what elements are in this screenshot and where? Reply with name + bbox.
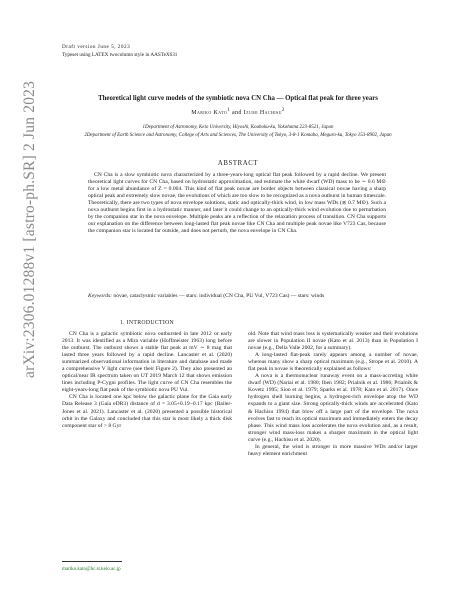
paragraph: A nova is a thermonuclear runaway event on a mass-accreting white dwarf (WD) (Nariai et al. 1980; Iben 1982; Prialnik et al. 1986; Prialnik & Kovetz 1995; Sion et al. 1979; Sparks et al. 1978; Kato et al. 2017). Once hydrogen shell burning begins, a hydrogen-rich envelope atop the WD expands to a giant size. Strong optically-thick winds are accelerated (Kato & Hachisu 1994) that blow off a large part of the envelope. The nova evolves fast to reach its optical maximum and immediately enters the decay phase. This wind mass loss accelerates the nova evolution and, as a result, stronger wind mass-loss makes a sharper maximum in the optical light curve (e.g., Hachisu et al. 2020).	[248, 373, 418, 443]
abstract-text: CN Cha is a slow symbiotic nova characterized by a three-years-long optical flat peak followed by a rapid decline. We present theoretical light curves for CN Cha, based on hydrostatic approximation, and estimate the white dwarf (WD) mass to be ∼ 0.6 M⊙ for a low metal abundance of Z = 0.004. This kind of flat peak novae are border objects between classical novae having a sharp optical peak and extremely slow novae, the evolutions of which are too slow to be recognized as a nova outburst in human timescale. Theoretically, there are two types of nova envelope solutions, static and optically-thick wind, in low mass WDs (≲ 0.7 M⊙). Such a nova outburst begins first in a hydrostatic manner, and later it could change to an optically-thick wind evolution due to perturbation by the companion star in the nova envelope. Multiple peaks are a reflection of the relaxation process of transition. CN Cha supports our explanation on the difference between long-lasted flat peak novae like CN Cha and multiple peak novae like V723 Cas, because the companion star is located far outside, and does not perturb, the nova envelope in CN Cha.	[88, 172, 386, 235]
paragraph: In general, the wind is stronger in more massive WDs and/or larger heavy element enrichment	[248, 443, 418, 457]
author-1-affil: 1	[227, 108, 231, 113]
author-sep: and	[230, 110, 244, 116]
keywords-list: novae, cataclysmic variables — stars: individual (CN Cha, PU Vul, V723 Cas) — stars: winds	[112, 293, 325, 299]
author-2-affil: 2	[281, 108, 285, 113]
affiliation-1: 1Department of Astronomy, Keio University, Hiyoshi, Kouhoku-ku, Yokohama 223-8521, Japan	[142, 125, 334, 130]
footnote-rule	[62, 561, 122, 562]
author-line	[62, 108, 414, 116]
paper-title: Theoretical light curve models of the symbiotic nova CN Cha — Optical flat peak for three years	[98, 95, 378, 102]
paragraph: A long-lasted flat-peak rarely appears among a number of novae, whereas many show a sharp optical maximum (e.g., Strope et al. 2010). A flat peak in novae is theoretically explained as follows:	[248, 352, 418, 373]
left-column	[62, 331, 232, 430]
author-email-link[interactable]: mariko.kato@hc.st.keio.ac.jp	[62, 567, 121, 572]
keywords	[88, 293, 386, 300]
abstract-heading: ABSTRACT	[217, 160, 259, 167]
arxiv-stamp: arXiv:2306.01288v1 [astro-ph.SR] 2 Jun 2023	[21, 80, 38, 378]
right-column	[248, 331, 418, 458]
author-1[interactable]: Mariko Kato	[191, 110, 228, 116]
section-heading-introduction: 1. INTRODUCTION	[119, 320, 175, 326]
draft-line: Draft version June 5, 2023	[62, 44, 131, 50]
typeset-line: Typeset using LATEX twocolumn style in AASTeX631	[62, 52, 178, 58]
paragraph: CN Cha is located one kpc below the galactic plane for the Gaia early Data Release 3 (Gaia eDR3) distance of d = 3.05+0.19−0.17 kpc (Bailer-Jones et al. 2021). Lancaster et al. (2020) presented a possible historical orbit in the Galaxy and concluded that this star is most likely a thick disk component star of > 8 Gyr	[62, 394, 232, 429]
keywords-label: Keywords:	[88, 293, 113, 299]
affiliation-2: 2Department of Earth Science and Astronomy, College of Arts and Sciences, The University of Tokyo, 3-8-1 Komaba, Meguro-ku, Tokyo 153-8902, Japan	[84, 133, 392, 138]
paragraph: old. Note that wind mass loss is systematically weaker and their evolutions are slower in Population II novae (Kato et al. 2013) than in Population I novae (e.g., Della Valle 2002, for a summary).	[248, 331, 418, 352]
paragraph: CN Cha is a galactic symbiotic nova outbursted in late 2012 or early 2013. It was identified as a Mira variable (Hoffmeister 1963) long before the outburst. The outburst shows a stable flat peak at mV ∼ 8 mag that lasted three years followed by a rapid decline. Lancaster et al. (2020) summarized observational information in literature and database and made a comprehensive V light curve (see their Figure 2). They also presented an optical/near IR spectrum taken on UT 2019 March 12 that shows emission lines including P-Cygni profiles. The light curve of CN Cha resembles the eight-years-long flat peak of the symbiotic nova PU Vul.	[62, 331, 232, 394]
author-2[interactable]: Izumi Hachisu	[243, 110, 282, 116]
